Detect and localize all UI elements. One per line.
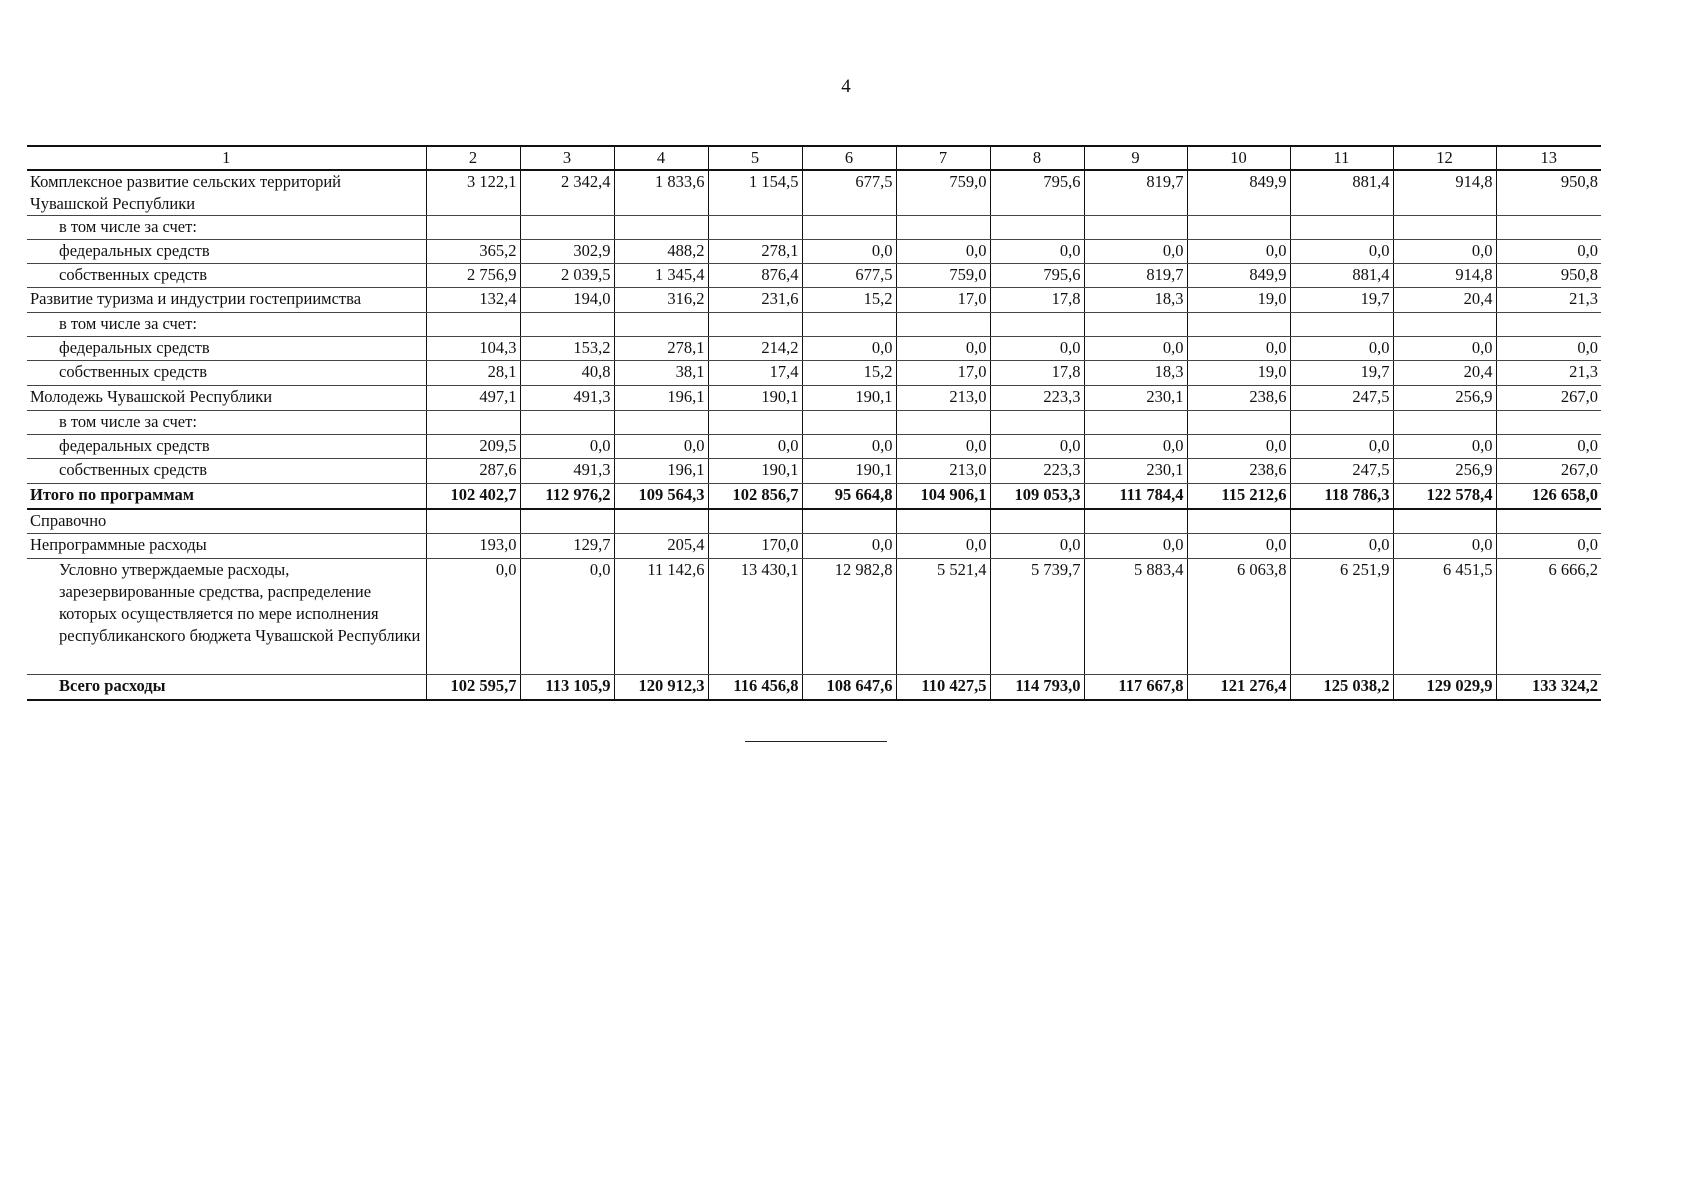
- value-cell: 5 883,4: [1084, 559, 1187, 675]
- column-number: 6: [802, 146, 896, 170]
- value-cell: 0,0: [990, 534, 1084, 559]
- value-cell: 1 345,4: [614, 264, 708, 288]
- value-cell: [708, 216, 802, 240]
- value-cell: [1393, 216, 1496, 240]
- value-cell: 0,0: [1084, 337, 1187, 361]
- row-label: в том числе за счет:: [27, 216, 426, 240]
- value-cell: 0,0: [1393, 435, 1496, 459]
- value-cell: 190,1: [802, 386, 896, 411]
- value-cell: 914,8: [1393, 264, 1496, 288]
- value-cell: [1496, 509, 1601, 534]
- value-cell: 0,0: [1496, 534, 1601, 559]
- value-cell: 0,0: [1187, 337, 1290, 361]
- value-cell: [1084, 411, 1187, 435]
- value-cell: 849,9: [1187, 170, 1290, 216]
- non-program-row: [27, 534, 1601, 559]
- value-cell: [1496, 216, 1601, 240]
- value-cell: 881,4: [1290, 264, 1393, 288]
- value-cell: [520, 313, 614, 337]
- value-cell: 0,0: [1496, 337, 1601, 361]
- column-number: 12: [1393, 146, 1496, 170]
- value-cell: 0,0: [1290, 435, 1393, 459]
- value-cell: 2 039,5: [520, 264, 614, 288]
- value-cell: 0,0: [1187, 240, 1290, 264]
- value-cell: 104,3: [426, 337, 520, 361]
- value-cell: 108 647,6: [802, 675, 896, 701]
- value-cell: [1084, 216, 1187, 240]
- column-number: 10: [1187, 146, 1290, 170]
- value-cell: 950,8: [1496, 264, 1601, 288]
- value-cell: 230,1: [1084, 459, 1187, 484]
- value-cell: [520, 216, 614, 240]
- value-cell: 102 856,7: [708, 484, 802, 510]
- value-cell: [708, 411, 802, 435]
- value-cell: [990, 313, 1084, 337]
- value-cell: 18,3: [1084, 288, 1187, 313]
- value-cell: 0,0: [1084, 435, 1187, 459]
- page-number: 4: [841, 76, 851, 97]
- value-cell: 109 053,3: [990, 484, 1084, 510]
- value-cell: 0,0: [1393, 534, 1496, 559]
- value-cell: 213,0: [896, 459, 990, 484]
- value-cell: [1187, 411, 1290, 435]
- value-cell: [896, 313, 990, 337]
- value-cell: 0,0: [520, 559, 614, 675]
- value-cell: 120 912,3: [614, 675, 708, 701]
- own-funds-row: [27, 459, 1601, 484]
- value-cell: [802, 216, 896, 240]
- value-cell: 0,0: [1187, 435, 1290, 459]
- row-label: федеральных средств: [27, 240, 426, 264]
- value-cell: 0,0: [1290, 337, 1393, 361]
- value-cell: 190,1: [708, 386, 802, 411]
- value-cell: 20,4: [1393, 288, 1496, 313]
- value-cell: 0,0: [1084, 240, 1187, 264]
- value-cell: 104 906,1: [896, 484, 990, 510]
- value-cell: 114 793,0: [990, 675, 1084, 701]
- value-cell: 223,3: [990, 386, 1084, 411]
- value-cell: 0,0: [896, 337, 990, 361]
- value-cell: 2 756,9: [426, 264, 520, 288]
- row-label: собственных средств: [27, 361, 426, 386]
- value-cell: [802, 509, 896, 534]
- row-label: Условно утверждаемые расходы, зарезервированные средства, распределение которых осуществляется по мере исполнения республиканского бюджета Чувашской Республики: [27, 559, 426, 675]
- value-cell: 190,1: [802, 459, 896, 484]
- value-cell: [802, 411, 896, 435]
- value-cell: 0,0: [802, 337, 896, 361]
- value-cell: [1084, 313, 1187, 337]
- value-cell: [990, 411, 1084, 435]
- row-label: Итого по программам: [27, 484, 426, 510]
- value-cell: 278,1: [708, 240, 802, 264]
- value-cell: 677,5: [802, 170, 896, 216]
- column-number: 4: [614, 146, 708, 170]
- value-cell: 196,1: [614, 459, 708, 484]
- column-number: 11: [1290, 146, 1393, 170]
- value-cell: [1496, 313, 1601, 337]
- value-cell: 267,0: [1496, 386, 1601, 411]
- column-number: 8: [990, 146, 1084, 170]
- value-cell: [614, 411, 708, 435]
- value-cell: [520, 411, 614, 435]
- row-label: в том числе за счет:: [27, 411, 426, 435]
- value-cell: 256,9: [1393, 459, 1496, 484]
- value-cell: [426, 411, 520, 435]
- column-number: 7: [896, 146, 990, 170]
- row-label: собственных средств: [27, 264, 426, 288]
- value-cell: 795,6: [990, 170, 1084, 216]
- row-label: Развитие туризма и индустрии гостеприимства: [27, 288, 426, 313]
- federal-funds-row: [27, 435, 1601, 459]
- value-cell: 170,0: [708, 534, 802, 559]
- value-cell: 17,4: [708, 361, 802, 386]
- value-cell: 6 251,9: [1290, 559, 1393, 675]
- program-row: [27, 386, 1601, 411]
- value-cell: 819,7: [1084, 264, 1187, 288]
- value-cell: 6 063,8: [1187, 559, 1290, 675]
- value-cell: 121 276,4: [1187, 675, 1290, 701]
- value-cell: 247,5: [1290, 459, 1393, 484]
- value-cell: 759,0: [896, 170, 990, 216]
- value-cell: 278,1: [614, 337, 708, 361]
- value-cell: 6 451,5: [1393, 559, 1496, 675]
- value-cell: 238,6: [1187, 459, 1290, 484]
- value-cell: 19,7: [1290, 288, 1393, 313]
- value-cell: [1187, 313, 1290, 337]
- federal-funds-row: [27, 337, 1601, 361]
- value-cell: 21,3: [1496, 288, 1601, 313]
- value-cell: [1290, 313, 1393, 337]
- value-cell: 20,4: [1393, 361, 1496, 386]
- value-cell: 0,0: [1187, 534, 1290, 559]
- value-cell: 0,0: [1496, 435, 1601, 459]
- value-cell: 0,0: [1290, 240, 1393, 264]
- value-cell: 116 456,8: [708, 675, 802, 701]
- end-of-table-rule: [745, 741, 887, 742]
- value-cell: 15,2: [802, 361, 896, 386]
- value-cell: 18,3: [1084, 361, 1187, 386]
- value-cell: 365,2: [426, 240, 520, 264]
- value-cell: 118 786,3: [1290, 484, 1393, 510]
- value-cell: 0,0: [614, 435, 708, 459]
- column-number: 3: [520, 146, 614, 170]
- value-cell: [896, 509, 990, 534]
- row-label: Молодежь Чувашской Республики: [27, 386, 426, 411]
- value-cell: 190,1: [708, 459, 802, 484]
- value-cell: 849,9: [1187, 264, 1290, 288]
- value-cell: [614, 216, 708, 240]
- grand-total-row: [27, 675, 1601, 701]
- value-cell: 287,6: [426, 459, 520, 484]
- value-cell: 0,0: [1290, 534, 1393, 559]
- value-cell: 19,0: [1187, 288, 1290, 313]
- row-label: Непрограммные расходы: [27, 534, 426, 559]
- value-cell: 0,0: [426, 559, 520, 675]
- value-cell: [990, 216, 1084, 240]
- value-cell: 488,2: [614, 240, 708, 264]
- row-label: федеральных средств: [27, 435, 426, 459]
- value-cell: 40,8: [520, 361, 614, 386]
- value-cell: 3 122,1: [426, 170, 520, 216]
- value-cell: 5 521,4: [896, 559, 990, 675]
- conditional-expenses-row: [27, 559, 1601, 675]
- value-cell: 205,4: [614, 534, 708, 559]
- value-cell: 0,0: [990, 240, 1084, 264]
- value-cell: [708, 313, 802, 337]
- funding-subheader-row: [27, 216, 1601, 240]
- value-cell: 13 430,1: [708, 559, 802, 675]
- value-cell: 0,0: [1393, 337, 1496, 361]
- value-cell: [426, 216, 520, 240]
- value-cell: [614, 313, 708, 337]
- value-cell: [426, 509, 520, 534]
- value-cell: [1084, 509, 1187, 534]
- value-cell: 15,2: [802, 288, 896, 313]
- value-cell: [1393, 313, 1496, 337]
- value-cell: 6 666,2: [1496, 559, 1601, 675]
- value-cell: 256,9: [1393, 386, 1496, 411]
- value-cell: 213,0: [896, 386, 990, 411]
- reference-row: [27, 509, 1601, 534]
- value-cell: [1496, 411, 1601, 435]
- value-cell: [426, 313, 520, 337]
- value-cell: [614, 509, 708, 534]
- value-cell: [990, 509, 1084, 534]
- value-cell: 0,0: [896, 435, 990, 459]
- value-cell: 102 402,7: [426, 484, 520, 510]
- row-label: Комплексное развитие сельских территорий Чувашской Республики: [27, 170, 426, 216]
- row-label: Справочно: [27, 509, 426, 534]
- value-cell: 677,5: [802, 264, 896, 288]
- row-label: собственных средств: [27, 459, 426, 484]
- value-cell: 110 427,5: [896, 675, 990, 701]
- value-cell: 133 324,2: [1496, 675, 1601, 701]
- value-cell: 111 784,4: [1084, 484, 1187, 510]
- budget-table: [27, 145, 1601, 701]
- funding-subheader-row: [27, 313, 1601, 337]
- value-cell: [1187, 216, 1290, 240]
- value-cell: [1187, 509, 1290, 534]
- value-cell: 795,6: [990, 264, 1084, 288]
- value-cell: 914,8: [1393, 170, 1496, 216]
- value-cell: 0,0: [896, 240, 990, 264]
- column-number: 1: [27, 146, 426, 170]
- program-row: [27, 288, 1601, 313]
- value-cell: [1393, 509, 1496, 534]
- value-cell: 214,2: [708, 337, 802, 361]
- value-cell: 223,3: [990, 459, 1084, 484]
- value-cell: 881,4: [1290, 170, 1393, 216]
- row-label: Всего расходы: [27, 675, 426, 701]
- value-cell: 302,9: [520, 240, 614, 264]
- value-cell: 0,0: [802, 435, 896, 459]
- value-cell: [1290, 509, 1393, 534]
- value-cell: 125 038,2: [1290, 675, 1393, 701]
- value-cell: 497,1: [426, 386, 520, 411]
- value-cell: 17,0: [896, 288, 990, 313]
- value-cell: 1 833,6: [614, 170, 708, 216]
- value-cell: 113 105,9: [520, 675, 614, 701]
- column-number-row: [27, 146, 1601, 170]
- value-cell: 17,8: [990, 361, 1084, 386]
- value-cell: 0,0: [896, 534, 990, 559]
- value-cell: 267,0: [1496, 459, 1601, 484]
- value-cell: 0,0: [520, 435, 614, 459]
- value-cell: 876,4: [708, 264, 802, 288]
- value-cell: 0,0: [1084, 534, 1187, 559]
- funding-subheader-row: [27, 411, 1601, 435]
- value-cell: 194,0: [520, 288, 614, 313]
- value-cell: [802, 313, 896, 337]
- value-cell: 193,0: [426, 534, 520, 559]
- value-cell: 129 029,9: [1393, 675, 1496, 701]
- value-cell: 109 564,3: [614, 484, 708, 510]
- value-cell: 19,0: [1187, 361, 1290, 386]
- value-cell: 0,0: [990, 337, 1084, 361]
- value-cell: 247,5: [1290, 386, 1393, 411]
- federal-funds-row: [27, 240, 1601, 264]
- value-cell: 209,5: [426, 435, 520, 459]
- value-cell: 0,0: [990, 435, 1084, 459]
- value-cell: [708, 509, 802, 534]
- value-cell: 95 664,8: [802, 484, 896, 510]
- value-cell: 19,7: [1290, 361, 1393, 386]
- value-cell: 115 212,6: [1187, 484, 1290, 510]
- value-cell: 0,0: [802, 534, 896, 559]
- value-cell: [896, 216, 990, 240]
- value-cell: 153,2: [520, 337, 614, 361]
- value-cell: 5 739,7: [990, 559, 1084, 675]
- value-cell: 316,2: [614, 288, 708, 313]
- value-cell: 126 658,0: [1496, 484, 1601, 510]
- value-cell: 950,8: [1496, 170, 1601, 216]
- value-cell: 491,3: [520, 386, 614, 411]
- value-cell: 17,0: [896, 361, 990, 386]
- value-cell: 0,0: [802, 240, 896, 264]
- value-cell: 132,4: [426, 288, 520, 313]
- value-cell: [520, 509, 614, 534]
- column-number: 13: [1496, 146, 1601, 170]
- value-cell: 1 154,5: [708, 170, 802, 216]
- value-cell: 238,6: [1187, 386, 1290, 411]
- value-cell: 819,7: [1084, 170, 1187, 216]
- value-cell: 28,1: [426, 361, 520, 386]
- value-cell: 0,0: [708, 435, 802, 459]
- value-cell: 38,1: [614, 361, 708, 386]
- value-cell: 129,7: [520, 534, 614, 559]
- value-cell: 102 595,7: [426, 675, 520, 701]
- value-cell: 2 342,4: [520, 170, 614, 216]
- value-cell: 0,0: [1393, 240, 1496, 264]
- value-cell: 759,0: [896, 264, 990, 288]
- value-cell: [1290, 411, 1393, 435]
- program-row: [27, 170, 1601, 216]
- value-cell: 11 142,6: [614, 559, 708, 675]
- row-label: в том числе за счет:: [27, 313, 426, 337]
- row-label: федеральных средств: [27, 337, 426, 361]
- value-cell: 21,3: [1496, 361, 1601, 386]
- value-cell: 231,6: [708, 288, 802, 313]
- column-number: 5: [708, 146, 802, 170]
- value-cell: 117 667,8: [1084, 675, 1187, 701]
- value-cell: 12 982,8: [802, 559, 896, 675]
- value-cell: [896, 411, 990, 435]
- value-cell: 112 976,2: [520, 484, 614, 510]
- column-number: 9: [1084, 146, 1187, 170]
- value-cell: 491,3: [520, 459, 614, 484]
- value-cell: 196,1: [614, 386, 708, 411]
- value-cell: 122 578,4: [1393, 484, 1496, 510]
- value-cell: 230,1: [1084, 386, 1187, 411]
- column-number: 2: [426, 146, 520, 170]
- value-cell: 0,0: [1496, 240, 1601, 264]
- value-cell: [1393, 411, 1496, 435]
- programs-total-row: [27, 484, 1601, 510]
- own-funds-row: [27, 264, 1601, 288]
- own-funds-row: [27, 361, 1601, 386]
- value-cell: [1290, 216, 1393, 240]
- value-cell: 17,8: [990, 288, 1084, 313]
